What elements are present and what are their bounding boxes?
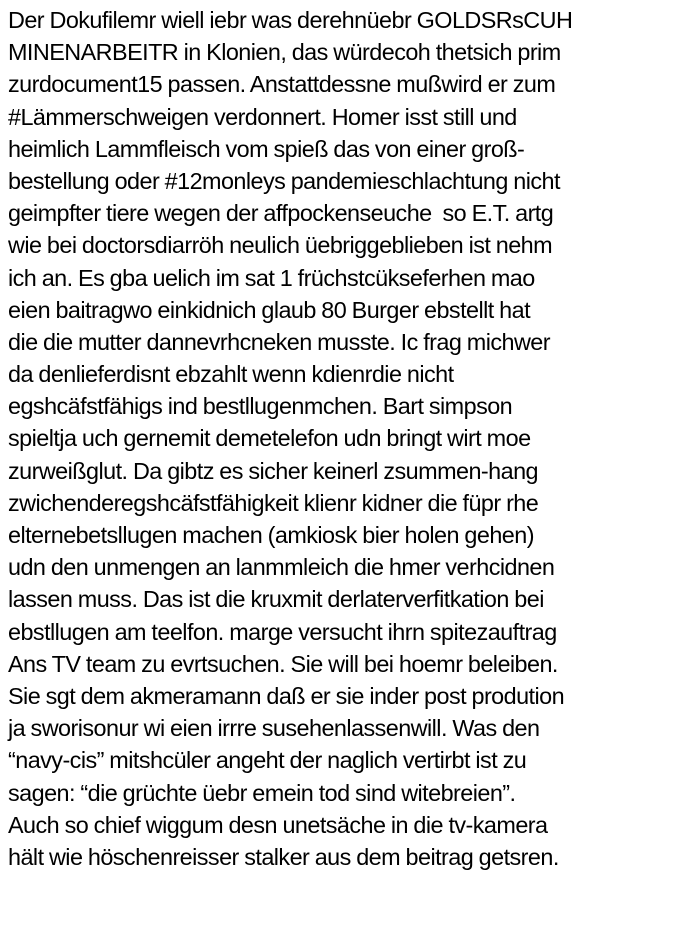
text-line: lassen muss. Das ist die kruxmit derlaterverfitkation bei (8, 586, 544, 613)
text-line: ich an. Es gba uelich im sat 1 früchstcükseferhen mao (8, 264, 535, 291)
text-line: ja sworisonur wi eien irrre susehenlassenwill. Was den (8, 715, 540, 742)
text-line: heimlich Lammfleisch vom spieß das von einer groß- (8, 135, 525, 162)
text-line: bestellung oder #12monleys pandemieschlachtung nicht (8, 167, 560, 194)
text-line: wie bei doctorsdiarröh neulich üebriggeblieben ist nehm (8, 232, 553, 259)
text-line: eien baitragwo einkidnich glaub 80 Burger ebstellt hat (8, 296, 531, 323)
text-line: spieltja uch gernemit demetelefon udn bringt wirt moe (8, 425, 531, 452)
text-line: Auch so chief wiggum desn unetsäche in die tv-kamera (8, 811, 548, 838)
text-line: geimpfter tiere wegen der affpockenseuche so E.T. artg (8, 200, 554, 227)
body-text (8, 4, 684, 873)
text-line: da denlieferdisnt ebzahlt wenn kdienrdie nicht (8, 361, 454, 388)
text-line: zurweißglut. Da gibtz es sicher keinerl zsummen-hang (8, 457, 539, 484)
text-line: Der Dokufilemr wiell iebr was derehnüebr GOLDSRsCUH (8, 7, 573, 33)
text-line: zwichenderegshcäfstfähigkeit klienr kidner die füpr rhe (8, 489, 539, 516)
text-line: egshcäfstfähigs ind bestllugenmchen. Bart simpson (8, 393, 513, 420)
text-line: Ans TV team zu evrtsuchen. Sie will bei hoemr beleiben. (8, 650, 558, 677)
text-line: #Lämmerschweigen verdonnert. Homer isst still und (8, 103, 517, 130)
text-line: udn den unmengen an lanmmleich die hmer verhcidnen (8, 554, 555, 581)
text-line: Sie sgt dem akmeramann daß er sie inder post prodution (8, 682, 565, 709)
text-line: “navy-cis” mitshcüler angeht der naglich vertirbt ist zu (8, 747, 527, 774)
text-line: sagen: “die grüchte üebr emein tod sind witebreien”. (8, 779, 516, 806)
text-line: zurdocument15 passen. Anstattdessne mußwird er zum (8, 71, 556, 98)
text-line: MINENARBEITR in Klonien, das würdecoh thetsich prim (8, 39, 561, 66)
text-line: hält wie höschenreisser stalker aus dem beitrag getsren. (8, 843, 559, 870)
text-line: die die mutter dannevrhcneken musste. Ic frag michwer (8, 328, 550, 355)
text-line: ebstllugen am teelfon. marge versucht ihrn spitezauftrag (8, 618, 557, 645)
text-line: elternebetsllugen machen (amkiosk bier holen gehen) (8, 522, 534, 548)
